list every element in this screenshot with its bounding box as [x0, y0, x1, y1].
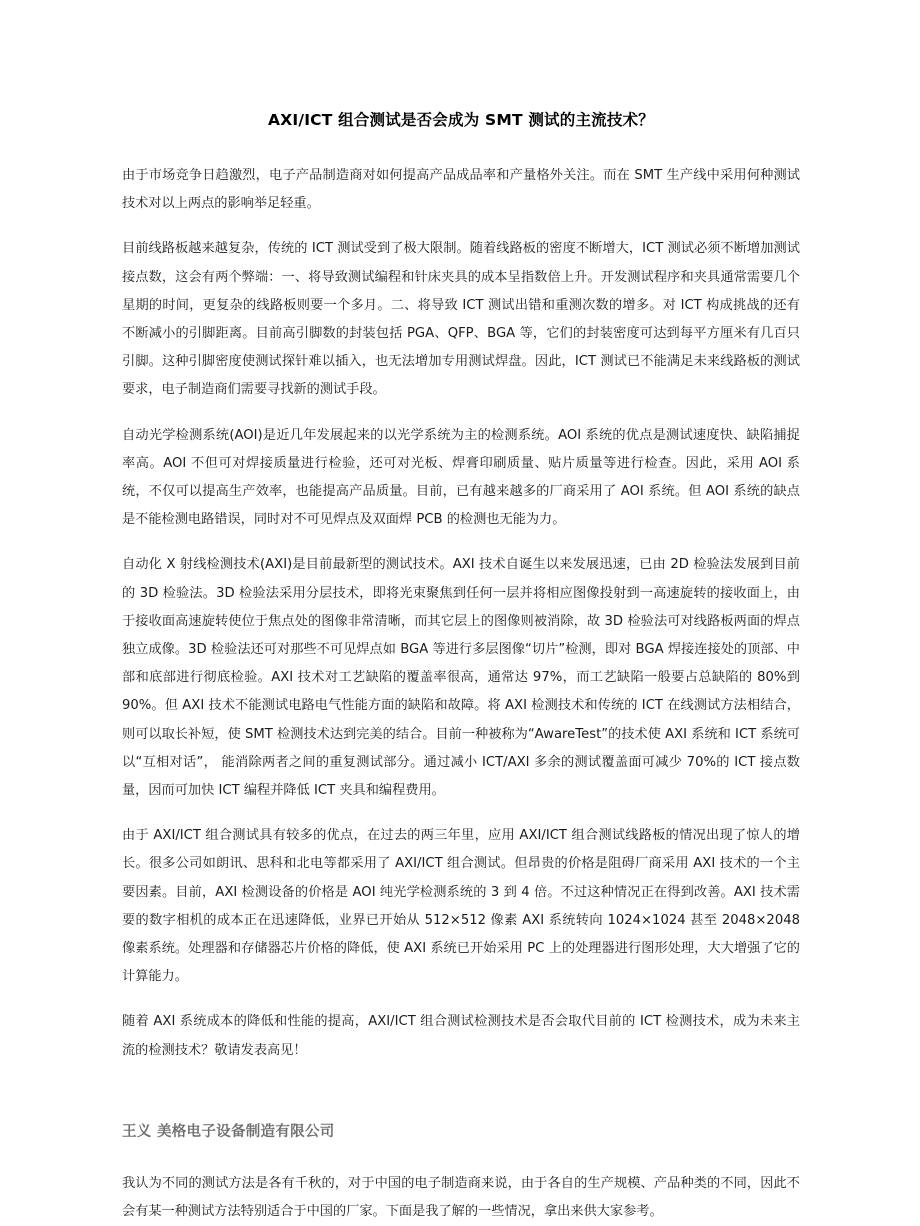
document-content [122, 108, 800, 1226]
body-paragraph-4: 自动化 X 射线检测技术(AXI)是目前最新型的测试技术。AXI 技术自诞生以来发展迅速，已由 2D 检验法发展到目前的 3D 检验法。3D 检验法采用分层技术，即将光束聚焦到任何一层并将相应图像投射到一高速旋转的接收面上，由于接收面高速旋转使位于焦点处的图像非常清晰，而其它层上的图像则被消除，故 3D 检验法可对线路板两面的焊点独立成像。3D 检验法还可对那些不可见焊点如 BGA 等进行多层图像“切片”检测，即对 BGA 焊接连接处的顶部、中部和底部进行彻底检验。AXI 技术对工艺缺陷的覆盖率很高，通常达 97%，而工艺缺陷一般要占总缺陷的 80%到 90%。但 AXI 技术不能测试电路电气性能方面的缺陷和故障。将 AXI 检测技术和传统的 ICT 在线测试方法相结合，则可以取长补短，使 SMT 检测技术达到完美的结合。目前一种被称为“AwareTest”的技术使 AXI 系统和 ICT 系统可以“互相对话”， 能消除两者之间的重复测试部分。通过减小 ICT/AXI 多余的测试覆盖面可减少 70%的 ICT 接点数量，因而可加快 ICT 编程并降低 ICT 夹具和编程费用。 [122, 557, 800, 799]
body-paragraph-2: 目前线路板越来越复杂，传统的 ICT 测试受到了极大限制。随着线路板的密度不断增大，ICT 测试必须不断增加测试接点数，这会有两个弊端：一、将导致测试编程和针床夹具的成本呈指数倍上升。开发测试程序和夹具通常需要几个星期的时间，更复杂的线路板则要一个多月。二、将导致 ICT 测试出错和重测次数的增多。对 ICT 构成挑战的还有不断减小的引脚距离。目前高引脚数的封装包括 PGA、QFP、BGA 等，它们的封装密度可达到每平方厘米有几百只引脚。这种引脚密度使测试探针难以插入，也无法增加专用测试焊盘。因此，ICT 测试已不能满足未来线路板的测试要求，电子制造商们需要寻找新的测试手段。 [122, 241, 800, 398]
body-paragraph-3: 自动光学检测系统(AOI)是近几年发展起来的以光学系统为主的检测系统。AOI 系统的优点是测试速度快、缺陷捕捉率高。AOI 不但可对焊接质量进行检验，还可对光板、焊膏印刷质量、贴片质量等进行检查。因此，采用 AOI 系统，不仅可以提高生产效率，也能提高产品质量。目前，已有越来越多的厂商采用了 AOI 系统。但 AOI 系统的缺点是不能检测电路错误，同时对不可见焊点及双面焊 PCB 的检测也无能为力。 [122, 427, 800, 528]
body-paragraph-5: 由于 AXI/ICT 组合测试具有较多的优点，在过去的两三年里，应用 AXI/ICT 组合测试线路板的情况出现了惊人的增长。很多公司如朗讯、思科和北电等都采用了 AXI/ICT 组合测试。但昂贵的价格是阻碍厂商采用 AXI 技术的一个主要因素。目前，AXI 检测设备的价格是 AOI 纯光学检测系统的 3 到 4 倍。不过这种情况正在得到改善。AXI 技术需要的数字相机的成本正在迅速降低，业界已开始从 512×512 像素 AXI 系统转向 1024×1024 甚至 2048×2048 像素系统。处理器和存储器芯片价格的降低，使 AXI 系统已开始采用 PC 上的处理器进行图形处理，大大增强了它的计算能力。 [122, 828, 800, 985]
author-spacer-bottom [122, 1146, 800, 1170]
author-byline: 王义 美格电子设备制造有限公司 [122, 1123, 335, 1140]
page-title: AXI/ICT 组合测试是否会成为 SMT 测试的主流技术？ [268, 111, 654, 129]
body-paragraph-1: 由于市场竞争日趋激烈，电子产品制造商对如何提高产品成品率和产量格外关注。而在 SMT 生产线中采用何种测试技术对以上两点的影响举足轻重。 [122, 168, 800, 212]
closing-paragraph-1: 我认为不同的测试方法是各有千秋的，对于中国的电子制造商来说，由于各自的生产规模、产品种类的不同，因此不会有某一种测试方法特别适合于中国的厂家。下面是我了解的一些情况，拿出来供大家参考。 [122, 1175, 800, 1220]
body-paragraph-6: 随着 AXI 系统成本的降低和性能的提高，AXI/ICT 组合测试检测技术是否会取代目前的 ICT 检测技术，成为未来主流的检测技术？敬请发表高见！ [122, 1014, 800, 1058]
author-spacer-top [122, 1082, 800, 1118]
